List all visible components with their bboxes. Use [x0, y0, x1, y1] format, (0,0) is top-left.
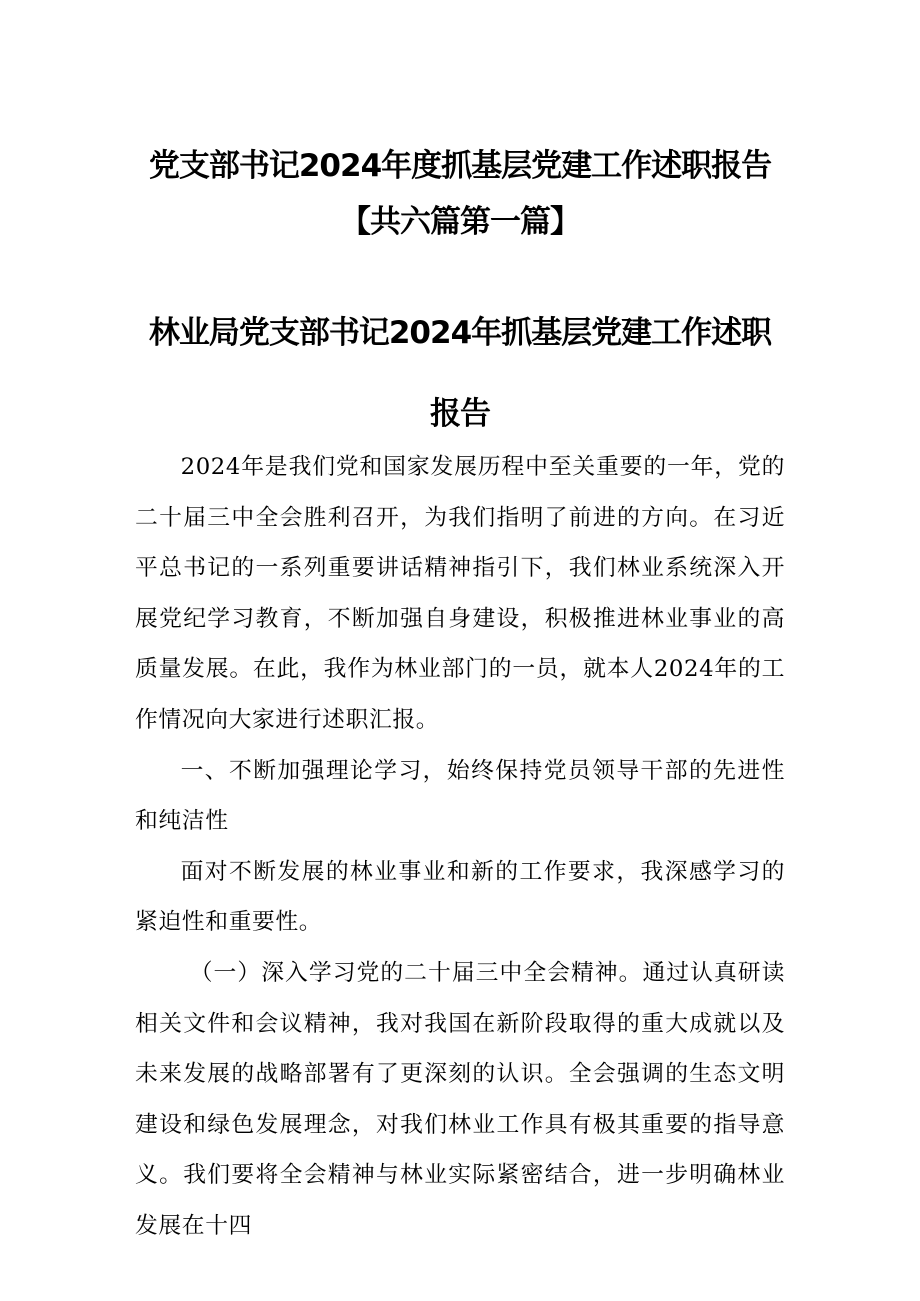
paragraph-intro: 2024年是我们党和国家发展历程中至关重要的一年，党的二十届三中全会胜利召开，为我们指明了前进的方向。在习近平总书记的一系列重要讲话精神指引下，我们林业系统深入开展党纪学习教育，不断加强自身建设，积极推进林业事业的高质量发展。在此，我作为林业部门的一员，就本人2024年的工作情况向大家进行述职汇报。	[135, 454, 785, 733]
paragraph-section-1: 面对不断发展的林业事业和新的工作要求，我深感学习的紧迫性和重要性。	[135, 858, 785, 936]
document-subtitle-line-1: 林业局党支部书记2024年抓基层党建工作述职	[148, 315, 772, 351]
document-title-line-1: 党支部书记2024年度抓基层党建工作述职报告	[148, 148, 772, 184]
document-subtitle-line-2: 报告	[430, 396, 490, 432]
document-title-line-2: 【共六篇第一篇】	[340, 204, 580, 240]
paragraph-subsection-1: （一）深入学习党的二十届三中全会精神。通过认真研读相关文件和会议精神，我对我国在新阶段取得的重大成就以及未来发展的战略部署有了更深刻的认识。全会强调的生态文明建设和绿色发展理念，对我们林业工作具有极其重要的指导意义。我们要将全会精神与林业实际紧密结合，进一步明确林业发展在十四	[135, 959, 785, 1239]
section-heading-1: 一、不断加强理论学习，始终保持党员领导干部的先进性和纯洁性	[135, 757, 785, 835]
document-body	[135, 442, 785, 1252]
